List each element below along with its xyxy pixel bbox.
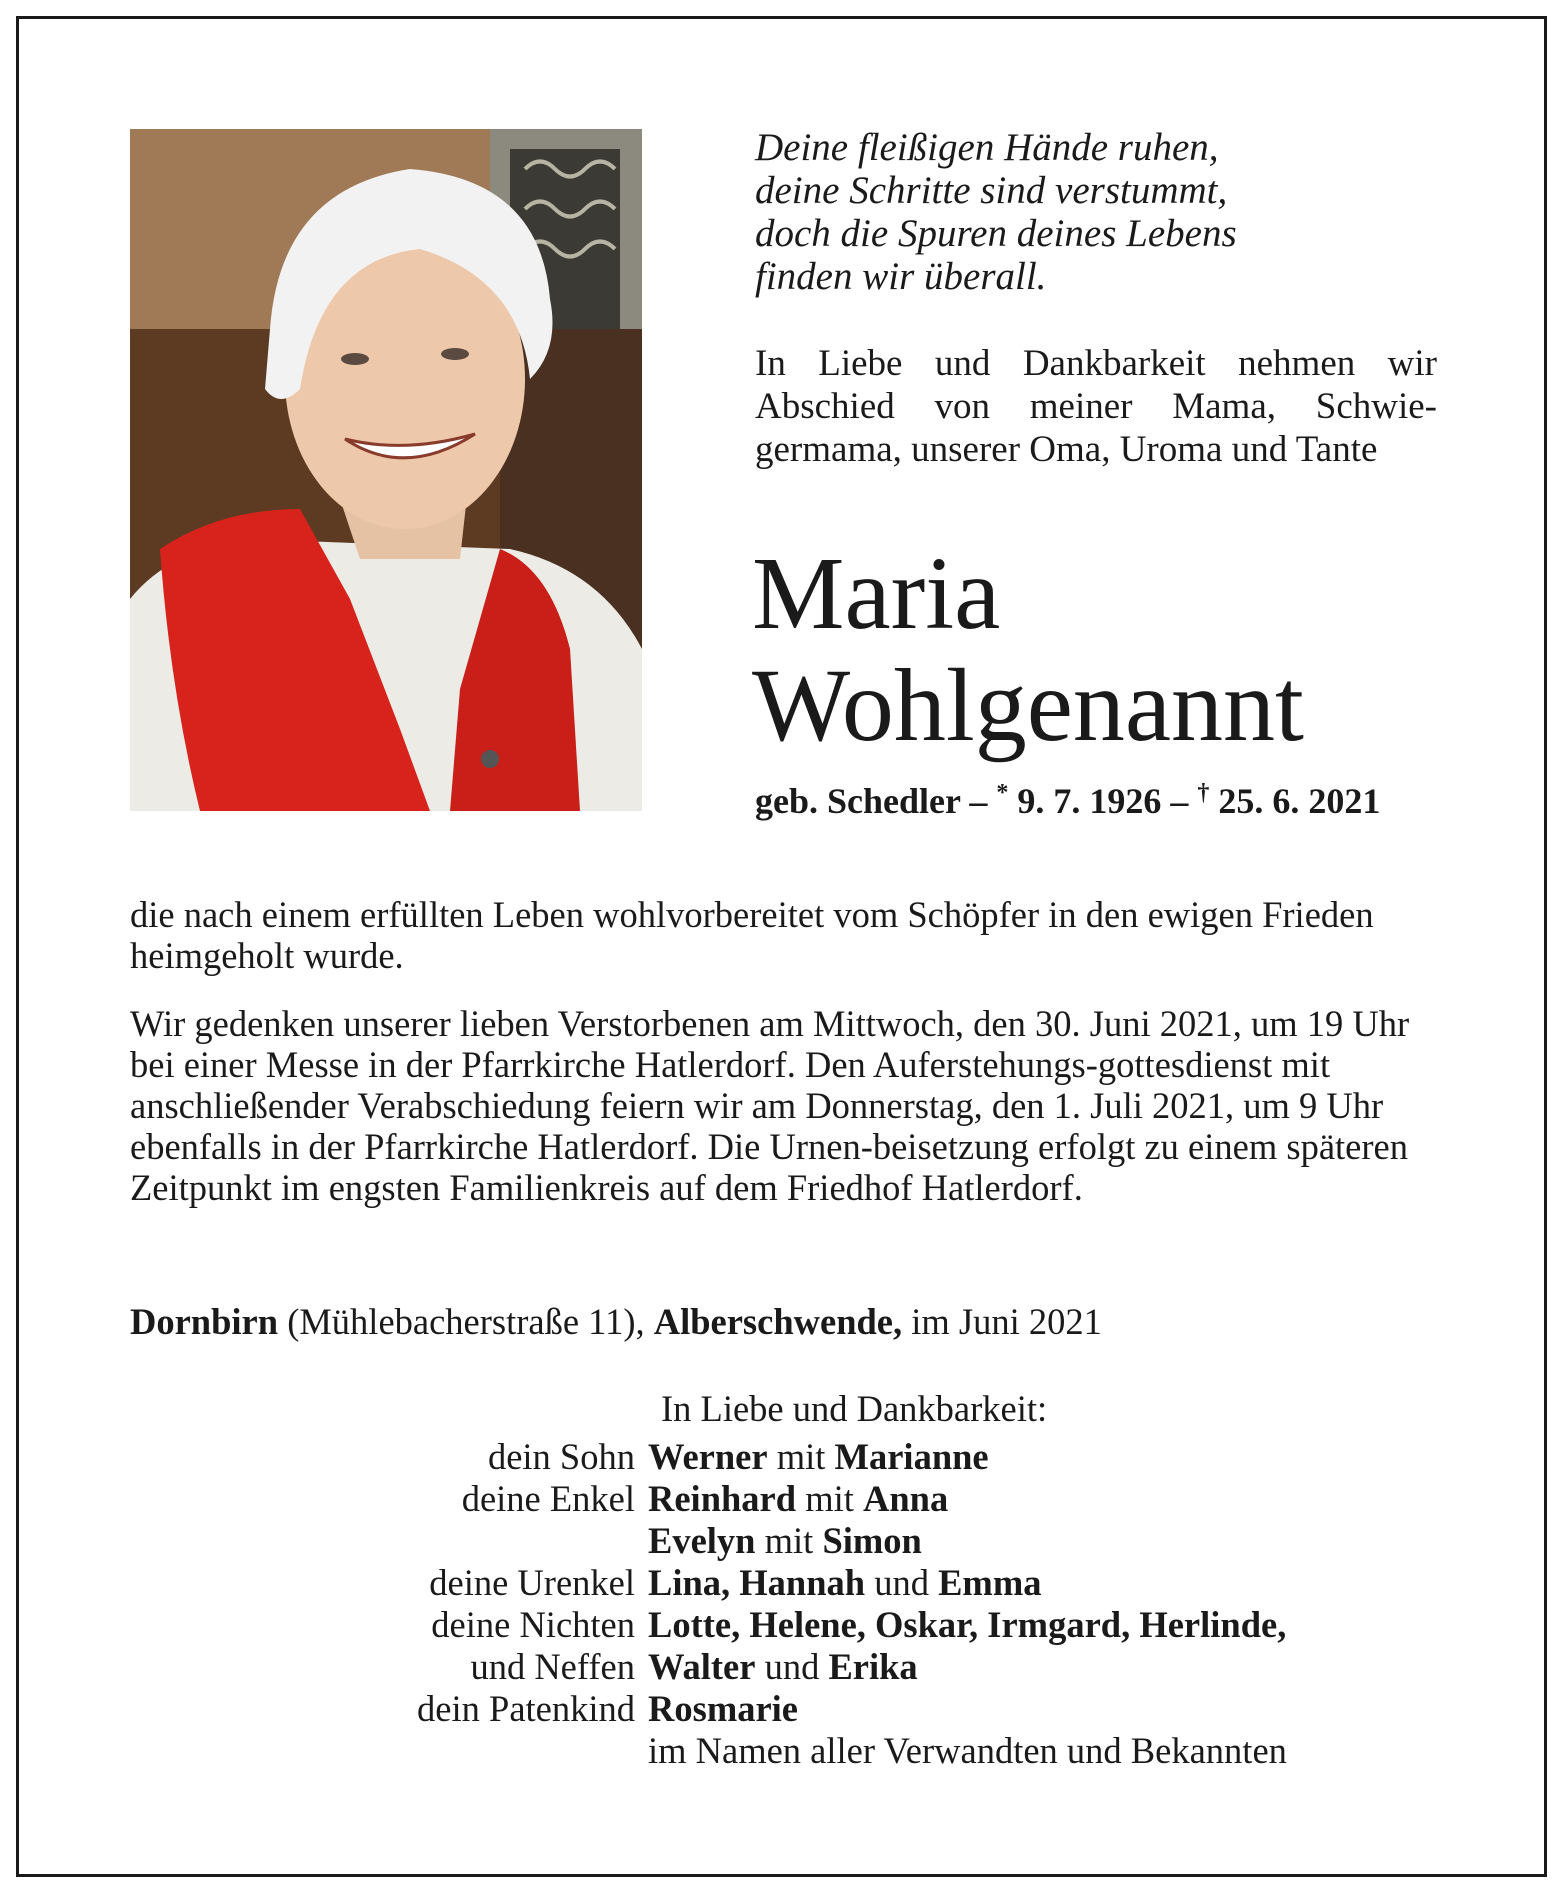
death-date: 25. 6. 2021 — [1218, 781, 1381, 821]
deceased-name — [752, 538, 1304, 762]
memorial-poem — [755, 126, 1455, 298]
mourner-row — [130, 1520, 1470, 1562]
connector: mit — [805, 1478, 854, 1519]
date-line: im Juni 2021 — [911, 1301, 1102, 1342]
relation-label: deine Enkel — [461, 1478, 635, 1519]
mourner-row — [130, 1562, 1470, 1604]
relation-label: dein Sohn — [487, 1436, 635, 1477]
mourner-name: Simon — [822, 1520, 922, 1561]
connector: und — [764, 1646, 820, 1687]
address: (Mühlebacherstraße 11), — [287, 1301, 645, 1342]
mourner-name: Lina, Hannah — [648, 1562, 866, 1603]
connector: mit — [776, 1436, 826, 1477]
died-symbol: † — [1197, 780, 1210, 806]
mourner-name: Werner — [648, 1436, 768, 1477]
poem-line: finden wir überall. — [755, 255, 1047, 298]
mourner-name: Reinhard — [648, 1478, 797, 1519]
mourner-row — [130, 1436, 1470, 1478]
paragraph-funeral-details: Wir gedenken unserer lieben Verstorbenen am Mittwoch, den 30. Juni 2021, um 19 Uhr bei einer Messe in der Pfarrkirche Hatlerdorf. Den Auferstehungs-gottesdienst mit anschließender Verabschiedung feiern wir am Donnerstag, den 1. Juli 2021, um 9 Uhr ebenfalls in der Pfarrkirche Hatlerdorf. Die Urnen-beisetzung erfolgt zu einem späteren Zeitpunkt im engsten Familienkreis auf dem Friedhof Hatlerdorf. — [130, 1003, 1410, 1208]
mourner-name: Evelyn — [648, 1520, 756, 1561]
mourner-names — [648, 1478, 1470, 1520]
born-symbol: * — [996, 780, 1009, 806]
mourner-name: Anna — [863, 1478, 949, 1519]
connector: mit — [764, 1520, 814, 1561]
mourner-row — [130, 1730, 1470, 1772]
mourner-names — [648, 1688, 1470, 1730]
mourner-name: Erika — [828, 1646, 918, 1687]
mourner-name: Rosmarie — [648, 1688, 799, 1729]
mourner-names — [648, 1562, 1470, 1604]
mourner-row — [130, 1604, 1470, 1646]
mourner-names — [648, 1520, 1470, 1562]
mourner-row — [130, 1646, 1470, 1688]
relation-label: dein Patenkind — [417, 1688, 635, 1729]
poem-line: doch die Spuren deines Lebens — [755, 212, 1237, 255]
intro-text: In Liebe und Dankbarkeit nehmen wir Abschied von meiner Mama, Schwie-germama, unserer Oma, Uroma und Tante — [755, 343, 1437, 470]
relation-label — [130, 1730, 648, 1772]
birth-date: 9. 7. 1926 — [1017, 781, 1162, 821]
mourner-name: Lotte, Helene, Oskar, Irmgard, Herlinde, — [648, 1604, 1287, 1645]
mourner-names — [648, 1646, 1470, 1688]
poem-line: Deine fleißigen Hände ruhen, — [755, 126, 1219, 169]
paragraph-passing: die nach einem erfüllten Leben wohlvorbereitet vom Schöpfer in den ewigen Frieden heimgeholt wurde. — [130, 894, 1374, 976]
mourner-name: Marianne — [834, 1436, 989, 1477]
separator: – — [1170, 781, 1189, 821]
mourners-heading: In Liebe und Dankbarkeit: — [661, 1388, 1048, 1429]
mourners-list — [130, 1436, 1470, 1772]
relation-label — [130, 1520, 648, 1562]
relation-label: deine Nichten — [431, 1604, 635, 1645]
portrait-illustration — [130, 129, 642, 811]
portrait-photo — [130, 129, 642, 811]
mourner-names — [648, 1436, 1470, 1478]
town-alberschwende: Alberschwende, — [653, 1301, 903, 1342]
mourner-names — [648, 1604, 1470, 1646]
relation-label: und Neffen — [470, 1646, 635, 1687]
town-dornbirn: Dornbirn — [130, 1301, 279, 1342]
mourner-name: Emma — [938, 1562, 1042, 1603]
mourner-row — [130, 1688, 1470, 1730]
connector: und — [874, 1562, 929, 1603]
closing-line: im Namen aller Verwandten und Bekannten — [648, 1730, 1287, 1771]
mourner-row — [130, 1478, 1470, 1520]
separator: – — [969, 781, 988, 821]
life-dates — [755, 780, 1380, 822]
last-name: Wohlgenannt — [752, 648, 1304, 763]
location-line — [130, 1300, 1102, 1343]
relation-label: deine Urenkel — [429, 1562, 635, 1603]
mourner-name: Walter — [648, 1646, 756, 1687]
birth-name: geb. Schedler — [755, 781, 961, 821]
poem-line: deine Schritte sind verstummt, — [755, 169, 1228, 212]
first-name: Maria — [752, 536, 1001, 651]
